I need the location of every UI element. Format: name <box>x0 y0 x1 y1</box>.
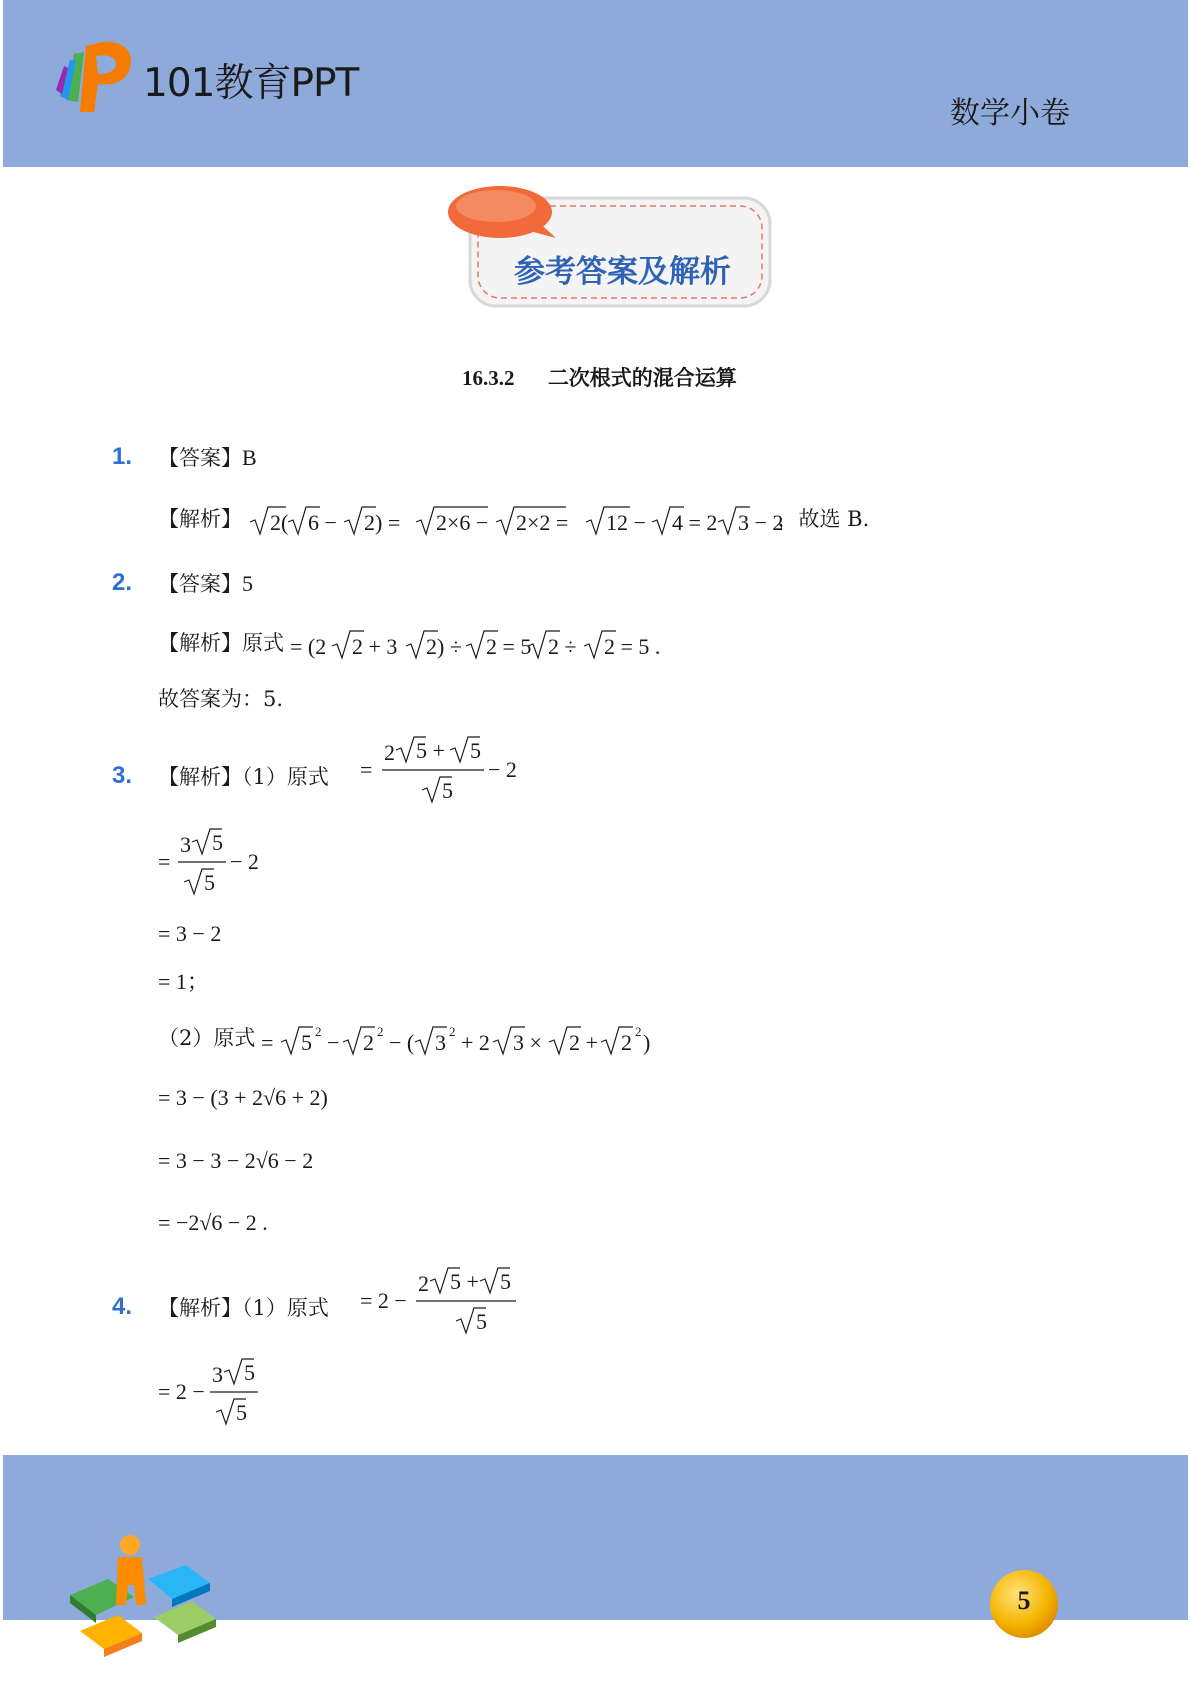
svg-text:5 +: 5 + <box>450 1269 479 1294</box>
question-3-number: 3. <box>112 762 133 789</box>
svg-text:+ 2: + 2 <box>460 1030 490 1055</box>
q4-part1-line <box>158 1293 329 1323</box>
svg-text:3 − 2: 3 − 2 <box>737 510 783 535</box>
q3-part1-step: = 3 − 2 <box>158 921 222 946</box>
svg-text:2 + 3: 2 + 3 <box>351 634 397 659</box>
svg-text:− 2: − 2 <box>488 757 517 782</box>
analysis-tag: 【解析】 <box>158 1296 242 1320</box>
q3-part1-step: = 1； <box>158 969 209 994</box>
q2-answer: 5 <box>242 571 253 596</box>
q2-analysis-line <box>158 628 660 662</box>
svg-text:2: 2 <box>384 740 395 765</box>
svg-text:2: 2 <box>314 1024 322 1039</box>
svg-text:2(: 2( <box>269 510 288 535</box>
footer-figure-icon <box>68 1535 218 1665</box>
brand-logo-icon <box>56 40 136 116</box>
q4-part1-fraction <box>360 1267 520 1339</box>
svg-text:2 +: 2 + <box>568 1030 598 1055</box>
svg-text:3: 3 <box>180 832 191 857</box>
q2-analysis-equation <box>289 628 660 662</box>
svg-text:− (: − ( <box>388 1030 415 1055</box>
q3-part2-step: = 3 − 3 − 2√6 − 2 <box>158 1148 314 1173</box>
q3-part2-label: （2）原式 <box>158 1026 256 1051</box>
svg-text:2 ÷: 2 ÷ <box>547 634 577 659</box>
svg-text:5: 5 <box>476 1309 487 1334</box>
q2-answer-line <box>158 569 253 599</box>
analysis-tag: 【解析】 <box>158 507 242 532</box>
q2-analysis-prefix: 原式 <box>242 631 284 656</box>
svg-text:=: = <box>360 757 373 782</box>
q1-answer-line <box>158 443 257 473</box>
svg-text:5: 5 <box>442 778 453 803</box>
q1-analysis-equation <box>248 504 783 538</box>
svg-text:2: 2 <box>418 1271 429 1296</box>
svg-text:5: 5 <box>244 1360 255 1385</box>
question-1-number: 1. <box>112 443 133 470</box>
section-code: 16.3.2 <box>462 366 515 390</box>
q3-part2-step: = 3 − (3 + 2√6 + 2) <box>158 1085 328 1110</box>
svg-text:= 2 −: = 2 − <box>360 1288 407 1313</box>
svg-text:4 = 2: 4 = 2 <box>671 510 717 535</box>
svg-text:3: 3 <box>212 1362 223 1387</box>
svg-text:= (2: = (2 <box>289 634 326 659</box>
q4-part1-label: （1）原式 <box>242 1296 329 1320</box>
question-4-number: 4. <box>112 1293 133 1320</box>
svg-text:12 −: 12 − <box>605 510 646 535</box>
answer-tag: 【答案】 <box>158 446 242 470</box>
subject-label: 数学小卷 <box>950 96 1070 131</box>
svg-text:5: 5 <box>300 1030 312 1055</box>
answer-tag: 【答案】 <box>158 572 242 596</box>
banner-title: 参考答案及解析 <box>514 254 731 290</box>
svg-text:2: 2 <box>620 1030 632 1055</box>
svg-text:3: 3 <box>434 1030 446 1055</box>
svg-text:−: − <box>326 1030 340 1055</box>
svg-text:5: 5 <box>236 1400 247 1425</box>
brand-name: 101教育PPT <box>143 61 359 106</box>
question-2-number: 2. <box>112 569 133 596</box>
svg-text:2: 2 <box>634 1024 642 1039</box>
svg-text:5 +: 5 + <box>416 738 445 763</box>
section-title <box>462 362 737 392</box>
q4-step-fraction <box>158 1358 268 1430</box>
svg-text:5: 5 <box>212 830 223 855</box>
q2-conclusion: 故答案为：5. <box>158 687 284 711</box>
svg-text:= 2 −: = 2 − <box>158 1379 205 1404</box>
analysis-tag: 【解析】 <box>158 765 242 789</box>
svg-text:=: = <box>158 849 171 874</box>
q3-part1-line <box>158 762 329 792</box>
svg-text:2×6 −: 2×6 − <box>435 510 488 535</box>
page-number: 5 <box>1017 1586 1031 1615</box>
q3-part2-step: = −2√6 − 2 . <box>158 1210 268 1235</box>
svg-text:6 −: 6 − <box>307 510 337 535</box>
q1-answer: B <box>242 445 257 470</box>
svg-text:): ) <box>642 1030 651 1055</box>
svg-text:5: 5 <box>500 1269 511 1294</box>
q3-part1-fraction <box>360 736 520 808</box>
svg-text:3 ×: 3 × <box>512 1030 542 1055</box>
q3-part1-label: （1）原式 <box>242 765 329 789</box>
analysis-tag: 【解析】 <box>158 631 242 656</box>
svg-text:=: = <box>260 1030 274 1055</box>
q3-part2-equation <box>261 1022 651 1058</box>
q3-step-fraction <box>158 828 268 900</box>
svg-text:2: 2 <box>448 1024 456 1039</box>
svg-text:5: 5 <box>204 870 215 895</box>
svg-text:5: 5 <box>470 738 481 763</box>
section-name: 二次根式的混合运算 <box>547 365 737 390</box>
svg-text:2×2 =: 2×2 = <box>515 510 568 535</box>
svg-text:− 2: − 2 <box>230 849 259 874</box>
svg-text:2: 2 <box>376 1024 384 1039</box>
q1-analysis-line <box>158 504 869 538</box>
svg-text:2) =: 2) = <box>363 510 400 535</box>
svg-text:2 = 5 .: 2 = 5 . <box>603 634 660 659</box>
svg-text:2 = 5: 2 = 5 <box>485 634 531 659</box>
svg-text:2) ÷: 2) ÷ <box>425 634 462 659</box>
q3-part2-line <box>158 1022 651 1058</box>
svg-text:2: 2 <box>362 1030 374 1055</box>
q1-analysis-tail: ，故选 B. <box>777 507 870 532</box>
